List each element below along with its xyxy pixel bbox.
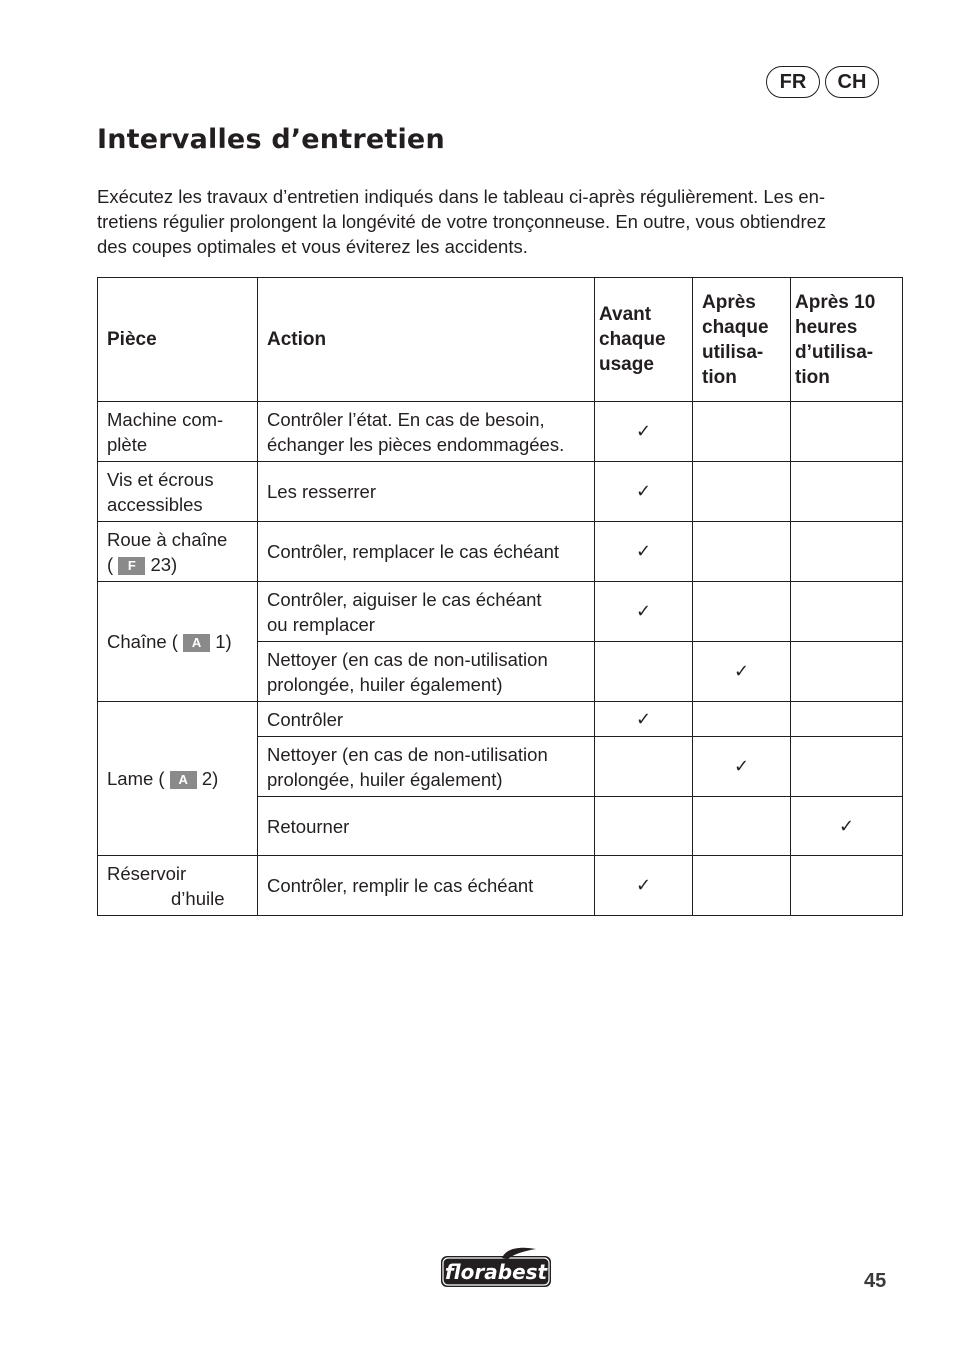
check-cell [693,797,791,856]
check-cell [693,856,791,916]
header-piece: Pièce [98,278,258,402]
check-cell [595,462,693,522]
lang-tag-ch: CH [825,66,879,98]
check-cell [791,737,903,797]
cell-action: Contrôler, remplacer le cas échéant [258,522,595,582]
table-row [98,582,903,642]
cell-piece: Roue à chaîne ( F 23) [98,522,258,582]
check-cell [595,737,693,797]
cell-action: Nettoyer (en cas de non-utilisation prolongée, huiler également) [258,642,595,702]
figure-reference-badge: A [170,771,197,789]
checkmark-icon: ✓ [635,481,652,501]
table-header-row [98,278,903,402]
intro-line: tretiens régulier prolongent la longévité de votre tronçonneuse. En outre, vous obtiendrez [97,211,827,232]
checkmark-icon: ✓ [838,815,855,836]
check-cell [693,402,791,462]
check-cell [595,856,693,916]
lang-tag-fr: FR [766,66,820,98]
check-cell [693,522,791,582]
cell-action: Contrôler [258,702,595,737]
check-cell [791,582,903,642]
florabest-logo-graphic [440,1246,552,1290]
cell-action: Contrôler l’état. En cas de besoin, échanger les pièces endommagées. [258,402,595,462]
header-avant-chaque-usage: Avant chaque usage [595,278,693,402]
table-row [98,856,903,916]
header-apres-10-heures: Après 10 heures d’utilisa- tion [791,278,903,402]
check-cell [595,522,693,582]
cell-action: Nettoyer (en cas de non-utilisation prolongée, huiler également) [258,737,595,797]
page-number: 45 [864,1270,887,1292]
check-cell [595,702,693,737]
checkmark-icon: ✓ [635,541,652,561]
cell-piece: Réservoir d’huile [98,856,258,916]
cell-piece: Vis et écrous accessibles [98,462,258,522]
cell-action: Contrôler, aiguiser le cas échéant ou remplacer [258,582,595,642]
table-row [98,462,903,522]
cell-action: Retourner [258,797,595,856]
check-cell [693,582,791,642]
cell-piece: Machine com- plète [98,402,258,462]
cell-action: Les resserrer [258,462,595,522]
figure-reference-badge: F [118,557,145,575]
intro-line: Exécutez les travaux d’entretien indiqués dans le tableau ci-après régulièrement. Les en- [97,186,826,207]
intro-line: des coupes optimales et vous éviterez les accidents. [97,236,528,257]
language-tags [766,66,879,98]
check-cell [791,642,903,702]
checkmark-icon: ✓ [733,661,750,681]
header-apres-chaque-utilisation: Après chaque utilisa- tion [693,278,791,402]
check-cell [693,462,791,522]
maintenance-table [97,277,903,916]
check-cell [595,582,693,642]
check-cell [595,797,693,856]
checkmark-icon: ✓ [635,421,652,441]
florabest-logo [440,1246,552,1290]
figure-reference-badge: A [183,634,210,652]
checkmark-icon: ✓ [635,708,652,729]
check-cell [791,702,903,737]
check-cell [693,737,791,797]
checkmark-icon: ✓ [733,756,750,776]
check-cell [791,462,903,522]
check-cell [791,522,903,582]
cell-action: Contrôler, remplir le cas échéant [258,856,595,916]
check-cell [595,402,693,462]
intro-paragraph [97,184,887,259]
checkmark-icon: ✓ [635,875,652,895]
check-cell [791,402,903,462]
check-cell [595,642,693,702]
page-title: Intervalles d’entretien [97,124,445,155]
header-action: Action [258,278,595,402]
check-cell [693,702,791,737]
table-row [98,402,903,462]
cell-piece: Lame ( A 2) [98,702,258,856]
logo-text: florabest [444,1260,548,1284]
cell-piece: Chaîne ( A 1) [98,582,258,702]
checkmark-icon: ✓ [635,601,652,621]
check-cell [791,856,903,916]
check-cell [693,642,791,702]
table-row [98,522,903,582]
table-row [98,702,903,737]
check-cell [791,797,903,856]
